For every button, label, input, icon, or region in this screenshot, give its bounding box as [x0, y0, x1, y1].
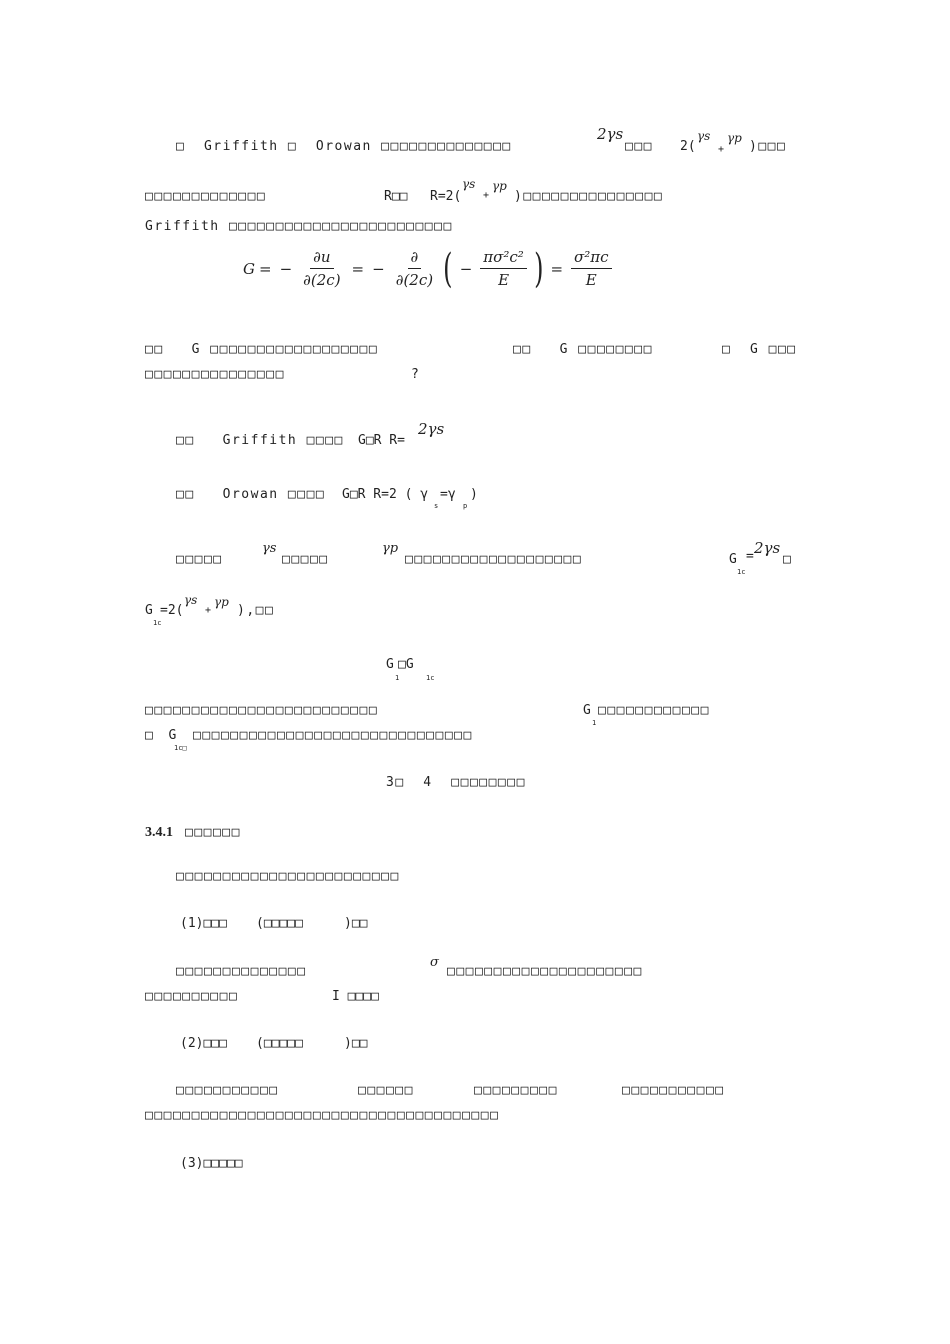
text-line: □□□□□□□□□□□□□□□: [145, 367, 285, 382]
fraction-numerator: ∂u: [310, 248, 333, 269]
symbol-gamma-s: γs: [262, 541, 277, 556]
left-paren: (: [443, 245, 453, 292]
text-line: =2(: [160, 603, 184, 618]
section-heading: 3□ 4 □□□□□□□□: [386, 775, 526, 790]
list-item: (□□□□□: [256, 1036, 303, 1051]
minus-sign: −: [279, 259, 293, 278]
symbol-gamma-p: γp: [382, 541, 399, 556]
text-line: =: [746, 549, 754, 564]
text-line: G: [145, 603, 153, 618]
fraction-denominator: ∂(2c): [303, 271, 341, 289]
text-line: □□ Griffith □□□□: [176, 433, 344, 448]
subscript: s: [434, 502, 439, 510]
symbol-2-gamma-s: 2γs: [418, 420, 445, 438]
fraction-numerator: πσ²c²: [480, 248, 527, 269]
text-line: □□□□□□□□□□□□□□□□□□□□□□□□□□□□□□□□□□□□□□: [145, 1108, 500, 1123]
text-line: □ G □□□: [722, 342, 797, 357]
energy-release-rate-formula: [243, 245, 616, 292]
fraction-denominator: E: [498, 271, 510, 289]
right-paren: ): [533, 245, 544, 292]
text-line: G□R R=2 ( γ: [342, 487, 429, 502]
text-line: □□□□□: [282, 552, 329, 567]
subsection-title: □□□□□□: [185, 825, 241, 840]
subscript: p: [463, 502, 468, 510]
text-line: □□□□□□□□□□: [145, 989, 239, 1004]
text-line: □□□□□: [176, 552, 223, 567]
text-line: □□ Orowan □□□□: [176, 487, 326, 502]
subscript: 1: [592, 719, 597, 727]
equals-sign: =: [258, 259, 272, 278]
text-line: □□□□□□□□□□□□: [598, 703, 710, 718]
text-line: □□□□□□: [358, 1083, 414, 1098]
symbol-gamma-s: γs: [184, 593, 198, 607]
fraction-denominator: E: [585, 271, 597, 289]
text-line: □□ G □□□□□□□□□□□□□□□□□□: [145, 342, 379, 357]
text-line: □ G: [145, 728, 177, 743]
plus-sign: +: [205, 605, 212, 616]
symbol-gamma-s: γs: [462, 177, 476, 191]
formula-lhs: G: [243, 259, 255, 278]
text-line: □□□□□□□□□□□□□□: [176, 964, 307, 979]
text-line: □□□□□□□□□□□: [622, 1083, 725, 1098]
text-line: ?: [411, 367, 419, 382]
text-line: □□ G □□□□□□□□: [513, 342, 653, 357]
text-line: Griffith □□□□□□□□□□□□□□□□□□□□□□□□: [145, 219, 453, 234]
minus-sign: −: [459, 259, 473, 278]
equals-sign: =: [351, 259, 365, 278]
text-line: □G: [398, 657, 414, 672]
fraction: [300, 248, 343, 289]
fraction: [393, 248, 436, 289]
symbol-2-gamma-s: 2γs: [597, 125, 624, 143]
minus-sign: −: [372, 259, 385, 278]
text-line: 2(: [680, 139, 696, 154]
subscript: 1: [395, 674, 400, 682]
text-line: □ Griffith □ Orowan □□□□□□□□□□□□□□: [176, 139, 512, 154]
text-line: ),□□: [237, 603, 275, 618]
symbol-2-gamma-s: 2γs: [754, 539, 781, 557]
list-item: )□□: [344, 1036, 368, 1051]
text-line: =γ: [440, 487, 456, 502]
fraction: [571, 248, 612, 289]
symbol-gamma-p: γp: [727, 131, 742, 145]
text-line: R=2(: [430, 189, 462, 204]
text-line: □: [783, 552, 791, 567]
fraction-numerator: ∂: [408, 248, 422, 269]
list-item: )□□: [344, 916, 368, 931]
text-line: □□□□□□□□□□□: [176, 1083, 279, 1098]
symbol-gamma-p: γp: [492, 179, 507, 193]
text-line: □□□□□□□□□□□□□□□□□□□□□: [447, 964, 643, 979]
text-line: R□□: [384, 189, 408, 204]
symbol-gamma-s: γs: [697, 129, 711, 143]
subscript: 1c□: [174, 744, 187, 752]
text-line: )□□□□□□□□□□□□□□□: [514, 189, 664, 204]
text-line: G: [729, 552, 737, 567]
text-line: ): [470, 487, 478, 502]
list-item: (2)□□□: [180, 1036, 227, 1051]
subsection-number: 3.4.1: [145, 825, 173, 840]
text-line: □□□: [625, 139, 653, 154]
text-line: □□□□□□□□□□□□□: [145, 189, 267, 204]
symbol-sigma: σ: [430, 955, 439, 970]
fraction-numerator: σ²πc: [571, 248, 612, 269]
text-line: I □□□□: [332, 989, 379, 1004]
plus-sign: +: [718, 144, 725, 155]
text-line: □□□□□□□□□□□□□□□□□□□□□□□□□: [145, 703, 379, 718]
symbol-gamma-p: γp: [214, 595, 229, 609]
plus-sign: +: [483, 190, 490, 201]
text-line: □□□□□□□□□□□□□□□□□□□□□□□□□□□□□□: [193, 728, 473, 743]
text-line: G: [583, 703, 591, 718]
list-item: (3)□□□□□: [180, 1156, 243, 1171]
fraction: [480, 248, 527, 289]
text-line: )□□□: [749, 139, 787, 154]
subscript: 1c: [153, 619, 162, 627]
text-line: □□□□□□□□□□□□□□□□□□□: [405, 552, 583, 567]
equals-sign: =: [550, 259, 564, 278]
list-item: (1)□□□: [180, 916, 227, 931]
list-item: (□□□□□: [256, 916, 303, 931]
text-line: G□R R=: [358, 433, 405, 448]
fraction-denominator: ∂(2c): [395, 271, 434, 289]
subscript: 1c: [426, 674, 435, 682]
text-line: □□□□□□□□□: [474, 1083, 558, 1098]
subscript: 1c: [737, 568, 746, 576]
text-line: G: [386, 657, 394, 672]
text-line: □□□□□□□□□□□□□□□□□□□□□□□□: [176, 869, 400, 884]
